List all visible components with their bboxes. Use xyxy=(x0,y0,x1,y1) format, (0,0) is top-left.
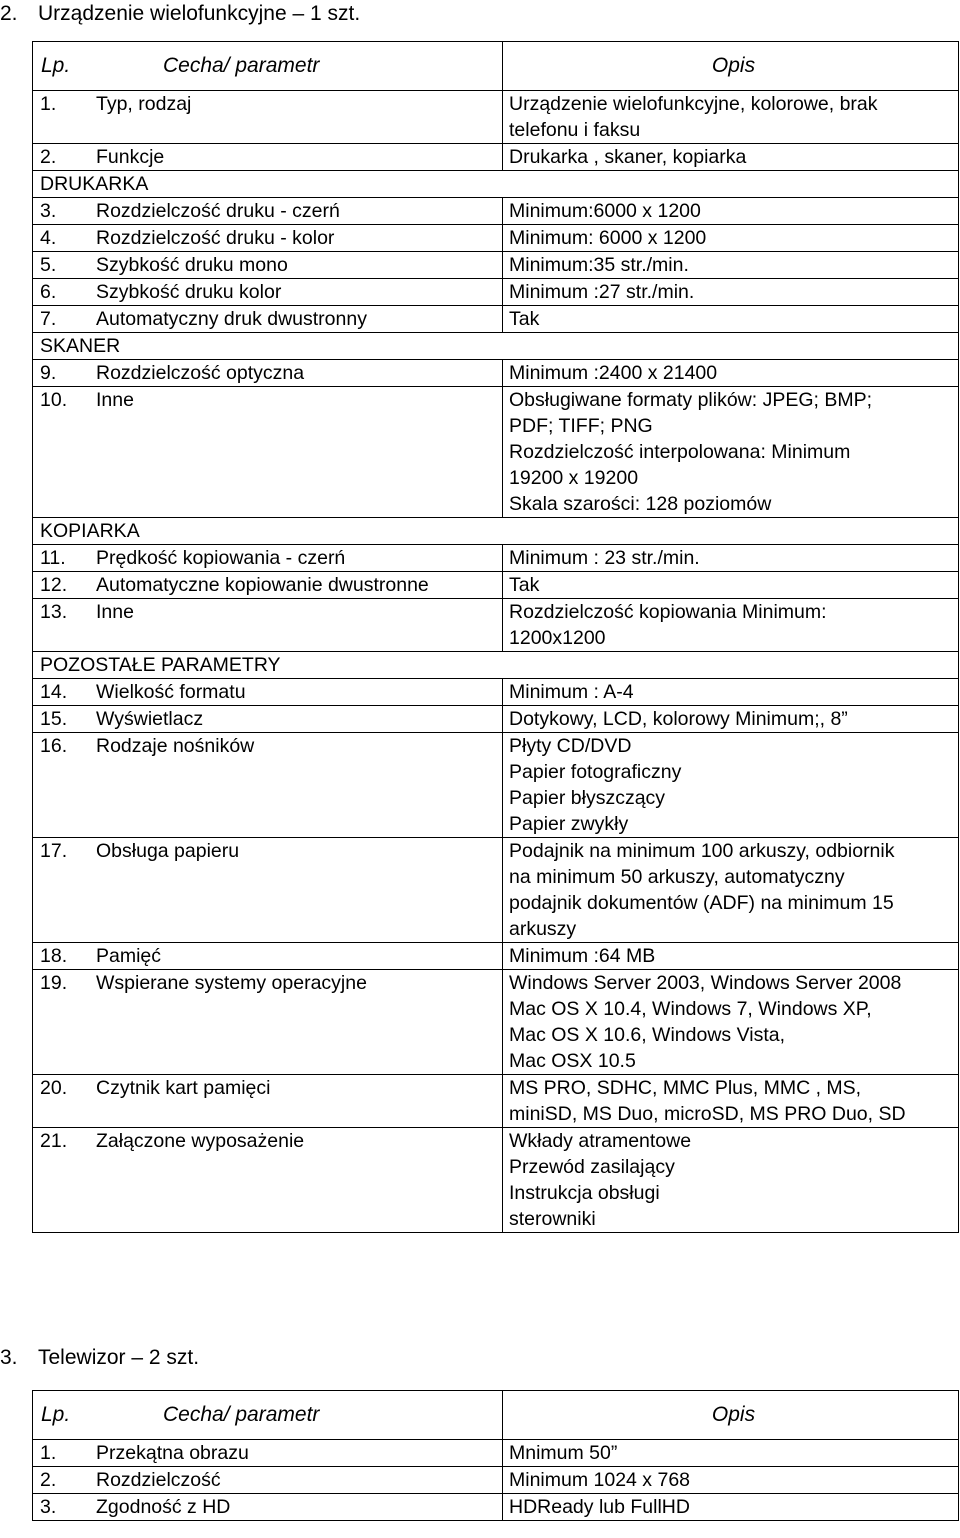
section-title: Telewizor – 2 szt. xyxy=(38,1346,200,1369)
param-cell xyxy=(33,733,503,838)
row-number: 14. xyxy=(40,681,68,703)
table-row xyxy=(33,252,959,279)
param-label: Automatyczne kopiowanie dwustronne xyxy=(96,574,429,596)
desc-cell: MS PRO, SDHC, MMC Plus, MMC , MS, miniSD, MS Duo, microSD, MS PRO Duo, SD xyxy=(503,1075,959,1128)
row-number: 6. xyxy=(40,281,57,303)
row-number: 2. xyxy=(40,146,57,168)
table-row xyxy=(33,838,959,943)
desc-cell: Minimum 1024 x 768 xyxy=(503,1467,959,1494)
param-cell xyxy=(33,1467,503,1494)
param-label: Typ, rodzaj xyxy=(96,93,192,115)
row-number: 2. xyxy=(40,1469,57,1491)
header-lp: Lp. xyxy=(41,1403,71,1426)
table-row xyxy=(33,91,959,144)
table-row xyxy=(33,733,959,838)
desc-cell: Minimum:35 str./min. xyxy=(503,252,959,279)
param-cell xyxy=(33,1494,503,1521)
row-number: 3. xyxy=(40,200,57,222)
desc-cell: Tak xyxy=(503,572,959,599)
row-number: 5. xyxy=(40,254,57,276)
desc-cell: Drukarka , skaner, kopiarka xyxy=(503,144,959,171)
table-row xyxy=(33,144,959,171)
section-heading-multifunction xyxy=(0,2,360,26)
row-number: 1. xyxy=(40,93,57,115)
param-cell xyxy=(33,360,503,387)
header-desc: Opis xyxy=(503,42,959,91)
row-number: 4. xyxy=(40,227,57,249)
header-param: Cecha/ parametr xyxy=(163,1403,320,1426)
table-row xyxy=(33,545,959,572)
desc-cell: Windows Server 2003, Windows Server 2008 Mac OS X 10.4, Windows 7, Windows XP, Mac OS X 10.6, Windows Vista, Mac OSX 10.5 xyxy=(503,970,959,1075)
section-row xyxy=(33,333,959,360)
table-row xyxy=(33,198,959,225)
table-row xyxy=(33,1075,959,1128)
row-number: 18. xyxy=(40,945,68,967)
row-number: 10. xyxy=(40,389,68,411)
section-label: POZOSTAŁE PARAMETRY xyxy=(33,652,959,679)
desc-cell: Minimum: 6000 x 1200 xyxy=(503,225,959,252)
row-number: 16. xyxy=(40,735,68,757)
row-number: 15. xyxy=(40,708,68,730)
param-label: Prędkość kopiowania - czerń xyxy=(96,547,346,569)
table-row xyxy=(33,225,959,252)
section-label: SKANER xyxy=(33,333,959,360)
table-row xyxy=(33,279,959,306)
section-number: 3. xyxy=(0,1346,18,1369)
section-heading-tv xyxy=(0,1346,199,1370)
desc-cell: Minimum:6000 x 1200 xyxy=(503,198,959,225)
param-cell xyxy=(33,970,503,1075)
param-label: Inne xyxy=(96,389,134,411)
param-label: Szybkość druku kolor xyxy=(96,281,282,303)
desc-cell: Minimum :2400 x 21400 xyxy=(503,360,959,387)
table-row xyxy=(33,387,959,518)
param-cell xyxy=(33,1440,503,1467)
param-label: Rodzaje nośników xyxy=(96,735,255,757)
param-label: Wspierane systemy operacyjne xyxy=(96,972,367,994)
row-number: 21. xyxy=(40,1130,68,1152)
param-label: Wyświetlacz xyxy=(96,708,204,730)
desc-cell: Wkłady atramentowe Przewód zasilający Instrukcja obsługi sterowniki xyxy=(503,1128,959,1233)
desc-cell: Tak xyxy=(503,306,959,333)
row-number: 12. xyxy=(40,574,68,596)
header-lp-param xyxy=(33,42,503,91)
param-label: Rozdzielczość optyczna xyxy=(96,362,305,384)
param-label: Obsługa papieru xyxy=(96,840,240,862)
header-param: Cecha/ parametr xyxy=(163,54,320,77)
param-label: Zgodność z HD xyxy=(96,1496,231,1518)
table-row xyxy=(33,679,959,706)
param-label: Załączone wyposażenie xyxy=(96,1130,305,1152)
row-number: 3. xyxy=(40,1496,57,1518)
param-cell xyxy=(33,599,503,652)
desc-cell: Płyty CD/DVD Papier fotograficzny Papier błyszczący Papier zwykły xyxy=(503,733,959,838)
desc-cell: Podajnik na minimum 100 arkuszy, odbiornik na minimum 50 arkuszy, automatyczny podajnik dokumentów (ADF) na minimum 15 arkuszy xyxy=(503,838,959,943)
table-row xyxy=(33,599,959,652)
table-row xyxy=(33,706,959,733)
param-cell xyxy=(33,306,503,333)
param-label: Czytnik kart pamięci xyxy=(96,1077,271,1099)
table-row xyxy=(33,970,959,1075)
table-row xyxy=(33,1440,959,1467)
header-desc: Opis xyxy=(503,1391,959,1440)
spec-table-multifunction xyxy=(32,41,959,1233)
table-row xyxy=(33,572,959,599)
row-number: 13. xyxy=(40,601,68,623)
section-title: Urządzenie wielofunkcyjne – 1 szt. xyxy=(38,2,361,25)
param-label: Funkcje xyxy=(96,146,165,168)
section-label: KOPIARKA xyxy=(33,518,959,545)
row-number: 17. xyxy=(40,840,68,862)
section-row xyxy=(33,652,959,679)
row-number: 7. xyxy=(40,308,57,330)
table-row xyxy=(33,1467,959,1494)
table-row xyxy=(33,360,959,387)
param-cell xyxy=(33,679,503,706)
table-row xyxy=(33,306,959,333)
param-cell xyxy=(33,943,503,970)
param-cell xyxy=(33,838,503,943)
desc-cell: Dotykowy, LCD, kolorowy Minimum;, 8” xyxy=(503,706,959,733)
table-row xyxy=(33,943,959,970)
row-number: 11. xyxy=(40,547,66,569)
param-cell xyxy=(33,252,503,279)
param-cell xyxy=(33,225,503,252)
row-number: 1. xyxy=(40,1442,57,1464)
param-cell xyxy=(33,198,503,225)
param-label: Inne xyxy=(96,601,134,623)
desc-cell: Obsługiwane formaty plików: JPEG; BMP; PDF; TIFF; PNG Rozdzielczość interpolowana: Minimum 19200 x 19200 Skala szarości: 128 poziomów xyxy=(503,387,959,518)
desc-cell: Urządzenie wielofunkcyjne, kolorowe, brak telefonu i faksu xyxy=(503,91,959,144)
section-row xyxy=(33,518,959,545)
desc-cell: Minimum :64 MB xyxy=(503,943,959,970)
param-label: Wielkość formatu xyxy=(96,681,246,703)
desc-cell: Minimum : A-4 xyxy=(503,679,959,706)
param-label: Automatyczny druk dwustronny xyxy=(96,308,367,330)
param-cell xyxy=(33,1128,503,1233)
param-cell xyxy=(33,572,503,599)
header-lp: Lp. xyxy=(41,54,71,77)
desc-cell: Mnimum 50” xyxy=(503,1440,959,1467)
table-header-row xyxy=(33,42,959,91)
section-label: DRUKARKA xyxy=(33,171,959,198)
desc-cell: Rozdzielczość kopiowania Minimum: 1200x1200 xyxy=(503,599,959,652)
param-label: Przekątna obrazu xyxy=(96,1442,249,1464)
param-cell xyxy=(33,1075,503,1128)
row-number: 19. xyxy=(40,972,68,994)
desc-cell: Minimum :27 str./min. xyxy=(503,279,959,306)
param-cell xyxy=(33,706,503,733)
table-row xyxy=(33,1128,959,1233)
desc-cell: Minimum : 23 str./min. xyxy=(503,545,959,572)
param-label: Rozdzielczość druku - kolor xyxy=(96,227,335,249)
param-cell xyxy=(33,387,503,518)
param-cell xyxy=(33,91,503,144)
param-cell xyxy=(33,545,503,572)
param-cell xyxy=(33,144,503,171)
param-label: Szybkość druku mono xyxy=(96,254,288,276)
table-row xyxy=(33,1494,959,1521)
param-label: Rozdzielczość xyxy=(96,1469,221,1491)
row-number: 9. xyxy=(40,362,57,384)
param-label: Pamięć xyxy=(96,945,162,967)
header-lp-param xyxy=(33,1391,503,1440)
section-row xyxy=(33,171,959,198)
table-header-row xyxy=(33,1391,959,1440)
param-label: Rozdzielczość druku - czerń xyxy=(96,200,340,222)
spec-table-tv xyxy=(32,1390,959,1521)
section-number: 2. xyxy=(0,2,18,25)
row-number: 20. xyxy=(40,1077,68,1099)
param-cell xyxy=(33,279,503,306)
desc-cell: HDReady lub FullHD xyxy=(503,1494,959,1521)
